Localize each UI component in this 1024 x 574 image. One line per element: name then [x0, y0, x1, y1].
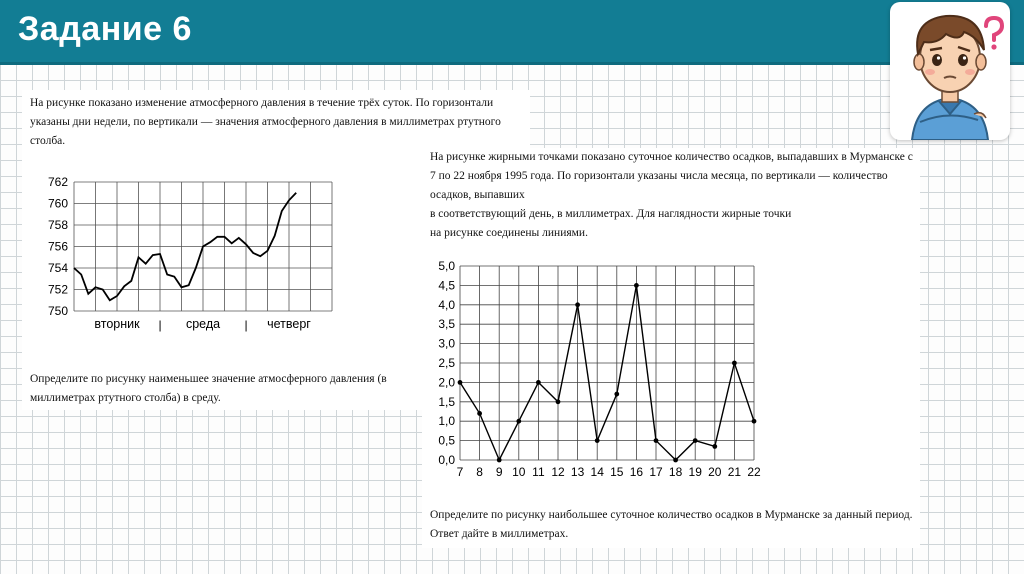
precipitation-point: [673, 458, 678, 463]
precipitation-point: [516, 419, 521, 424]
precipitation-x-tick-label: 22: [747, 465, 761, 479]
task2-description-2: в соответствующий день, в миллиметрах. Для наглядности жирные точки: [430, 208, 792, 220]
task2-panel: [422, 148, 920, 548]
task2-description-3: на рисунке соединены линиями.: [430, 227, 588, 239]
pressure-y-ticks: [48, 175, 68, 318]
precipitation-point: [732, 361, 737, 366]
precipitation-x-tick-label: 16: [629, 465, 644, 479]
precipitation-y-tick-label: 4,0: [438, 297, 455, 312]
precipitation-x-tick-label: 7: [456, 465, 464, 479]
precipitation-x-tick-label: 9: [495, 465, 503, 479]
precipitation-y-tick-label: 4,5: [438, 278, 455, 293]
task1-question: Определите по рисунку наименьшее значение атмосферного давления (в миллиметрах ртутного столба) в среду.: [30, 373, 387, 404]
task2-description-1: На рисунке жирными точками показано суточное количество осадков, выпадавших в Мурманске с 7 по 22 ноября 1995 года. По горизонтали указаны числа месяца, по вертикали — количество осадков, выпавших: [430, 151, 913, 201]
precipitation-point: [634, 283, 639, 288]
precipitation-points: [458, 283, 757, 462]
precipitation-y-tick-label: 1,0: [438, 414, 455, 429]
precipitation-series-line: [460, 285, 754, 460]
precipitation-x-tick-label: 8: [476, 465, 483, 479]
precipitation-point: [536, 380, 541, 385]
precipitation-y-tick-label: 3,0: [438, 336, 455, 351]
precipitation-point: [595, 438, 600, 443]
precipitation-y-tick-label: 0,5: [438, 433, 455, 448]
precipitation-point: [752, 419, 757, 424]
precipitation-point: [575, 302, 580, 307]
precipitation-point: [712, 444, 717, 449]
task1-description: На рисунке показано изменение атмосферного давления в течение трёх суток. По горизонтали указаны дни недели, по вертикали — значения атмосферного давления в миллиметрах ртутного столба.: [30, 97, 501, 147]
precipitation-y-tick-label: 0,0: [438, 453, 455, 467]
precipitation-point: [693, 438, 698, 443]
precipitation-x-ticks: [457, 465, 761, 479]
precipitation-x-tick-label: 21: [727, 465, 742, 479]
task2-description: [430, 148, 916, 243]
pressure-y-tick-label: 758: [47, 218, 68, 232]
avatar: [890, 2, 1010, 140]
pressure-y-tick-label: 756: [47, 239, 68, 254]
precipitation-point: [556, 399, 561, 404]
precipitation-chart: [422, 256, 772, 488]
precipitation-x-tick-label: 17: [649, 465, 663, 479]
pressure-day-labels: [94, 317, 311, 332]
precipitation-x-tick-label: 18: [668, 465, 683, 479]
precipitation-x-tick-label: 15: [610, 465, 624, 479]
precipitation-x-tick-label: 19: [688, 465, 702, 479]
precipitation-x-tick-label: 13: [570, 465, 585, 479]
pressure-y-tick-label: 762: [47, 175, 68, 189]
header-bar: [0, 0, 1024, 65]
pressure-y-tick-label: 752: [47, 282, 68, 297]
pressure-chart: [22, 170, 352, 350]
precipitation-x-tick-label: 10: [512, 465, 526, 479]
precipitation-x-tick-label: 14: [590, 465, 604, 479]
pressure-day-separator: |: [244, 318, 248, 332]
pressure-y-tick-label: 760: [47, 196, 68, 211]
precipitation-y-ticks: [438, 259, 455, 467]
precipitation-y-tick-label: 1,5: [438, 394, 455, 409]
pressure-day-separator: |: [158, 318, 162, 332]
precipitation-point: [458, 380, 463, 385]
pressure-day-label: четверг: [267, 317, 311, 331]
page-title: Задание 6: [18, 10, 192, 48]
precipitation-point: [654, 438, 659, 443]
thinking-boy-icon: [890, 2, 1010, 140]
precipitation-x-tick-label: 20: [708, 465, 722, 479]
precipitation-grid: [460, 266, 754, 460]
precipitation-y-tick-label: 2,5: [438, 356, 455, 370]
precipitation-point: [497, 458, 502, 463]
task2-question: Определите по рисунку наибольшее суточное количество осадков в Мурманске за данный период. Ответ дайте в миллиметрах.: [430, 509, 913, 540]
pressure-y-tick-label: 750: [47, 304, 68, 318]
pressure-day-label: вторник: [94, 317, 140, 331]
precipitation-point: [614, 392, 619, 397]
precipitation-y-tick-label: 2,0: [438, 375, 455, 390]
pressure-y-tick-label: 754: [47, 261, 68, 275]
precipitation-point: [477, 411, 482, 416]
precipitation-x-tick-label: 12: [551, 465, 565, 479]
precipitation-x-tick-label: 11: [532, 465, 545, 479]
precipitation-y-tick-label: 3,5: [438, 317, 455, 332]
precipitation-y-tick-label: 5,0: [438, 259, 455, 273]
pressure-day-label: среда: [185, 317, 221, 331]
